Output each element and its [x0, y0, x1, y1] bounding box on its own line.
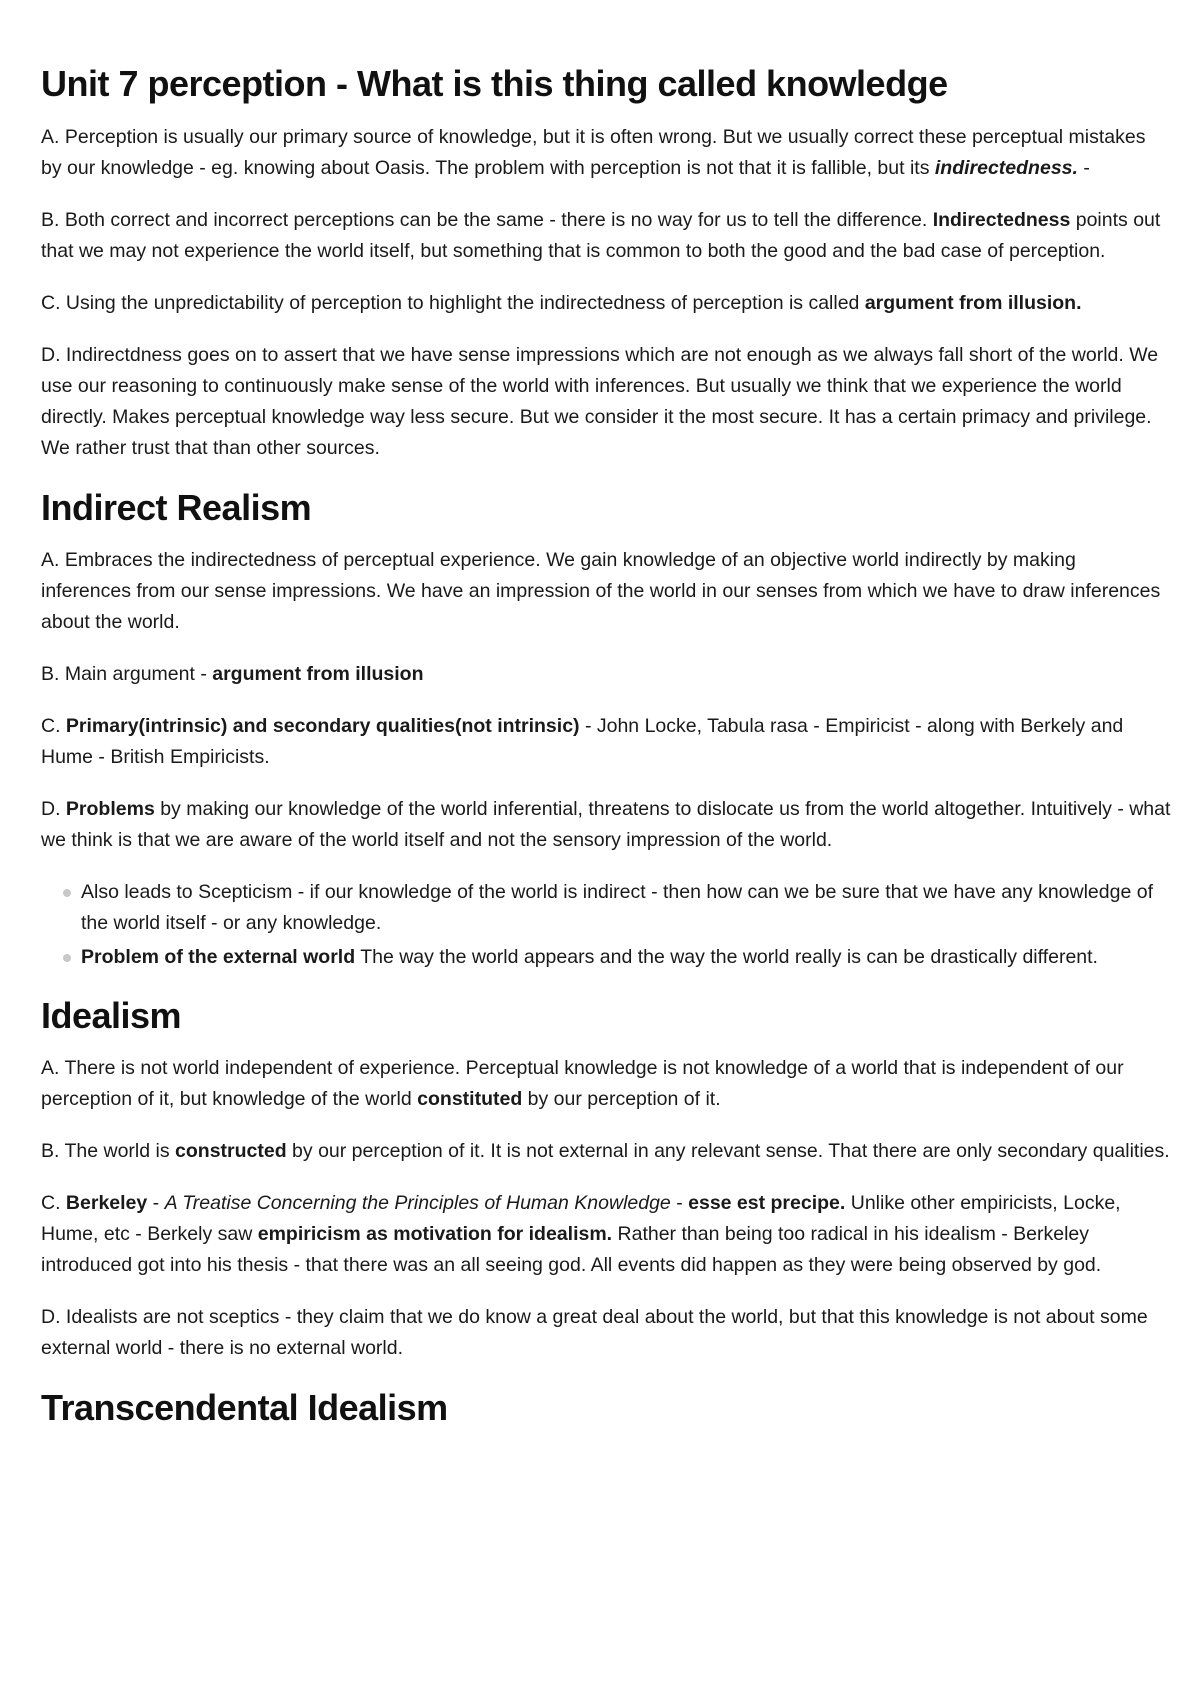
- indirect-realism-bullet-list: [41, 877, 1171, 973]
- document-page: [41, 58, 1171, 1445]
- section-heading-idealism: Idealism: [41, 995, 182, 1036]
- indirect-realism-paragraph-d: D. Problems by making our knowledge of the world inferential, threatens to dislocate us from the world altogether. Intuitively - what we think is that we are aware of the world itself and not the sensory impression of the world.: [41, 798, 1171, 851]
- list-item: Also leads to Scepticism - if our knowledge of the world is indirect - then how can we be sure that we have any knowledge of the world itself - or any knowledge.: [81, 877, 1171, 939]
- section-heading-indirect-realism: Indirect Realism: [41, 487, 312, 528]
- emphasis-indirectedness: indirectedness.: [934, 157, 1078, 179]
- indirect-realism-paragraph-b: B. Main argument - argument from illusion: [41, 663, 424, 685]
- indirect-realism-paragraph-c: C. Primary(intrinsic) and secondary qualities(not intrinsic) - John Locke, Tabula rasa - Empiricist - along with Berkely and Hume - British Empiricists.: [41, 715, 1124, 768]
- idealism-paragraph-b: B. The world is constructed by our perception of it. It is not external in any relevant sense. That there are only secondary qualities.: [41, 1140, 1170, 1162]
- page-title: Unit 7 perception - What is this thing called knowledge: [41, 63, 948, 104]
- idealism-paragraph-c: C. Berkeley - A Treatise Concerning the Principles of Human Knowledge - esse est precipe. Unlike other empiricists, Locke, Hume, etc - Berkely saw empiricism as motivation for idealism. Rather than being too radical in his idealism - Berkeley introduced got into his thesis - that there was an all seeing god. All events did happen as they were being observed by god.: [41, 1192, 1121, 1276]
- section-heading-transcendental-idealism: Transcendental Idealism: [41, 1387, 448, 1428]
- idealism-paragraph-d: D. Idealists are not sceptics - they claim that we do know a great deal about the world, but that this knowledge is not about some external world - there is no external world.: [41, 1306, 1148, 1359]
- intro-paragraph-a: A. Perception is usually our primary source of knowledge, but it is often wrong. But we usually correct these perceptual mistakes by our knowledge - eg. knowing about Oasis. The problem with perception is not that it is fallible, but its indirectedness. -: [41, 126, 1146, 179]
- list-item: Problem of the external world The way the world appears and the way the world really is can be drastically different.: [81, 942, 1171, 973]
- intro-paragraph-d: D. Indirectdness goes on to assert that we have sense impressions which are not enough as we always fall short of the world. We use our reasoning to continuously make sense of the world with inferences. But usually we think that we experience the world directly. Makes perceptual knowledge way less secure. But we consider it the most secure. It has a certain primacy and privilege. We rather trust that than other sources.: [41, 344, 1159, 459]
- intro-paragraph-c: C. Using the unpredictability of perception to highlight the indirectedness of perception is called argument from illusion.: [41, 292, 1082, 314]
- indirect-realism-paragraph-a: A. Embraces the indirectedness of perceptual experience. We gain knowledge of an objective world indirectly by making inferences from our sense impressions. We have an impression of the world in our senses from which we have to draw inferences about the world.: [41, 549, 1161, 633]
- idealism-paragraph-a: A. There is not world independent of experience. Perceptual knowledge is not knowledge of a world that is independent of our perception of it, but knowledge of the world constituted by our perception of it.: [41, 1057, 1124, 1110]
- book-title: A Treatise Concerning the Principles of Human Knowledge: [164, 1192, 671, 1214]
- intro-paragraph-b: B. Both correct and incorrect perceptions can be the same - there is no way for us to tell the difference. Indirectedness points out that we may not experience the world itself, but something that is common to both the good and the bad case of perception.: [41, 209, 1161, 262]
